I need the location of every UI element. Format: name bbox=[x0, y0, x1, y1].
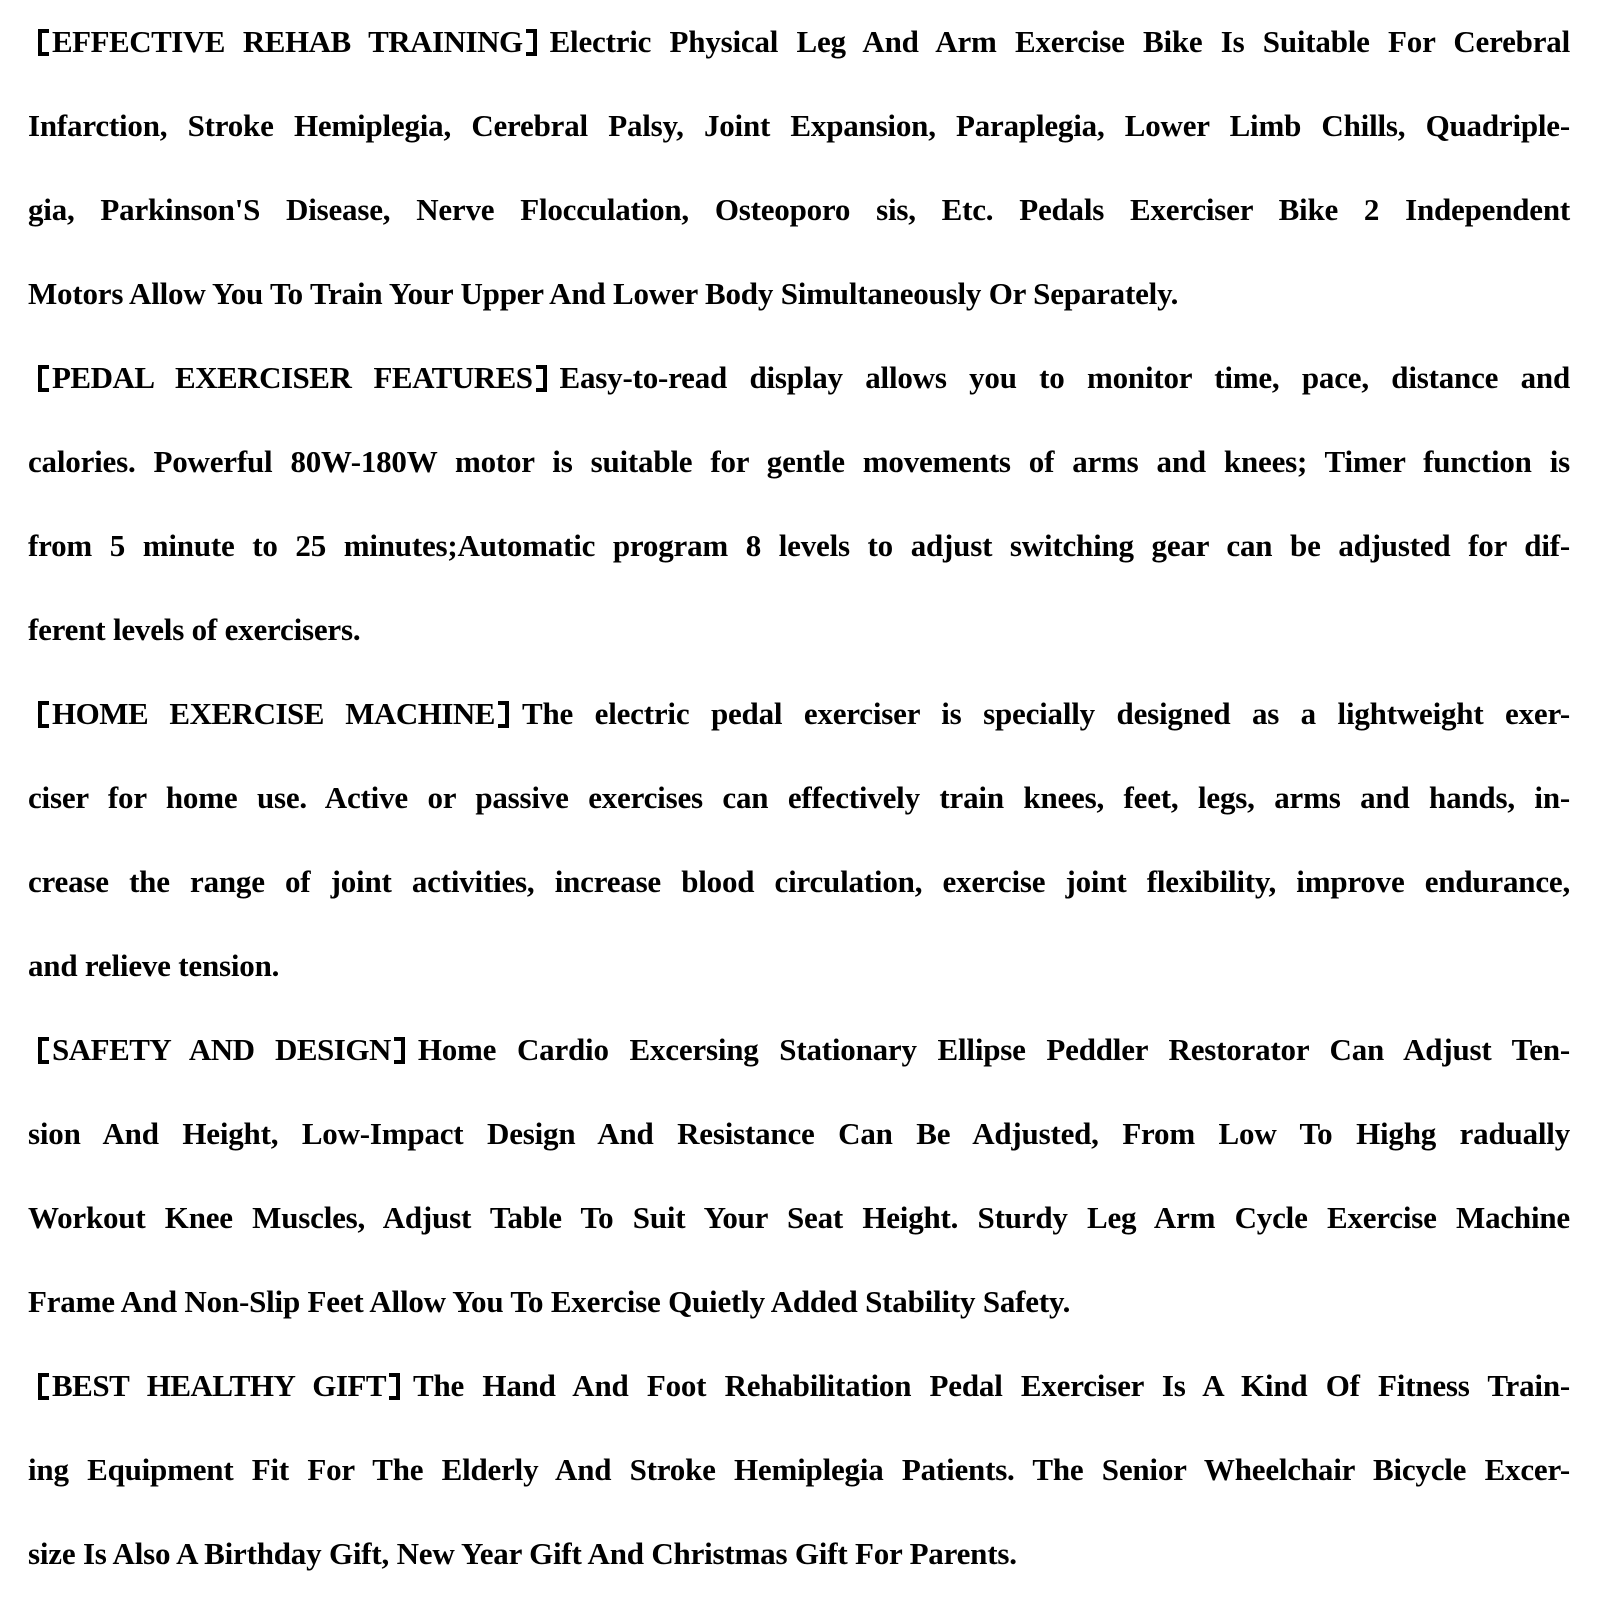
bracket-close-icon bbox=[526, 29, 537, 56]
text-line: sion And Height, Low-Impact Design And Resistance Can Be Adjusted, From Low To Highg radually bbox=[28, 1116, 1570, 1151]
text-line: Motors Allow You To Train Your Upper And Lower Body Simultaneously Or Separately. bbox=[28, 276, 1179, 311]
bracket-close-icon bbox=[389, 1373, 400, 1400]
line-text: The Hand And Foot Rehabilitation Pedal Exerciser Is A Kind Of Fitness Train- bbox=[413, 1368, 1570, 1403]
text-line: and relieve tension. bbox=[28, 948, 280, 983]
text-line: ing Equipment Fit For The Elderly And Stroke Hemiplegia Patients. The Senior Wheelchair Bicycle Excer- bbox=[28, 1452, 1570, 1487]
line-text: Easy-to-read display allows you to monitor time, pace, distance and bbox=[559, 360, 1570, 395]
text-line bbox=[28, 0, 1570, 84]
bullet-effective-rehab-training bbox=[28, 0, 1570, 336]
text-line: ferent levels of exercisers. bbox=[28, 612, 361, 647]
bullet-safety-and-design bbox=[28, 1008, 1570, 1344]
bracket-open-icon bbox=[38, 29, 49, 56]
text-line: from 5 minute to 25 minutes;Automatic program 8 levels to adjust switching gear can be adjusted for dif- bbox=[28, 528, 1570, 563]
text-line bbox=[28, 1008, 1570, 1092]
bullet-best-healthy-gift bbox=[28, 1344, 1570, 1596]
text-line: Workout Knee Muscles, Adjust Table To Suit Your Seat Height. Sturdy Leg Arm Cycle Exercise Machine bbox=[28, 1200, 1570, 1235]
text-line: calories. Powerful 80W-180W motor is suitable for gentle movements of arms and knees; Timer function is bbox=[28, 444, 1570, 479]
line-text: Home Cardio Excersing Stationary Ellipse Peddler Restorator Can Adjust Ten- bbox=[417, 1032, 1570, 1067]
bracket-open-icon bbox=[38, 1037, 49, 1064]
bullet-home-exercise-machine bbox=[28, 672, 1570, 1008]
text-line: crease the range of joint activities, increase blood circulation, exercise joint flexibility, improve endurance, bbox=[28, 864, 1570, 899]
bracket-open-icon bbox=[38, 1373, 49, 1400]
bracket-open-icon bbox=[38, 701, 49, 728]
text-line: Frame And Non-Slip Feet Allow You To Exercise Quietly Added Stability Safety. bbox=[28, 1284, 1071, 1319]
text-line bbox=[28, 672, 1570, 756]
bracket-close-icon bbox=[394, 1037, 405, 1064]
text-line bbox=[28, 336, 1570, 420]
bracket-close-icon bbox=[498, 701, 509, 728]
line-text: The electric pedal exerciser is specially designed as a lightweight exer- bbox=[521, 696, 1570, 731]
bracket-open-icon bbox=[38, 365, 49, 392]
bullet-heading: HOME EXERCISE MACHINE bbox=[52, 696, 495, 731]
bullet-heading: BEST HEALTHY GIFT bbox=[52, 1368, 387, 1403]
text-line: ciser for home use. Active or passive exercises can effectively train knees, feet, legs, arms and hands, in- bbox=[28, 780, 1570, 815]
bracket-close-icon bbox=[536, 365, 547, 392]
bullet-pedal-exerciser-features bbox=[28, 336, 1570, 672]
bullet-heading: EFFECTIVE REHAB TRAINING bbox=[52, 24, 523, 59]
bullet-heading: SAFETY AND DESIGN bbox=[52, 1032, 391, 1067]
line-text: Electric Physical Leg And Arm Exercise Bike Is Suitable For Cerebral bbox=[549, 24, 1570, 59]
bullet-heading: PEDAL EXERCISER FEATURES bbox=[52, 360, 533, 395]
text-line: size Is Also A Birthday Gift, New Year Gift And Christmas Gift For Parents. bbox=[28, 1536, 1017, 1571]
text-line: Infarction, Stroke Hemiplegia, Cerebral Palsy, Joint Expansion, Paraplegia, Lower Limb Chills, Quadriple- bbox=[28, 108, 1570, 143]
text-line bbox=[28, 1344, 1570, 1428]
text-line: gia, Parkinson'S Disease, Nerve Flocculation, Osteoporo sis, Etc. Pedals Exerciser Bike 2 Independent bbox=[28, 192, 1570, 227]
